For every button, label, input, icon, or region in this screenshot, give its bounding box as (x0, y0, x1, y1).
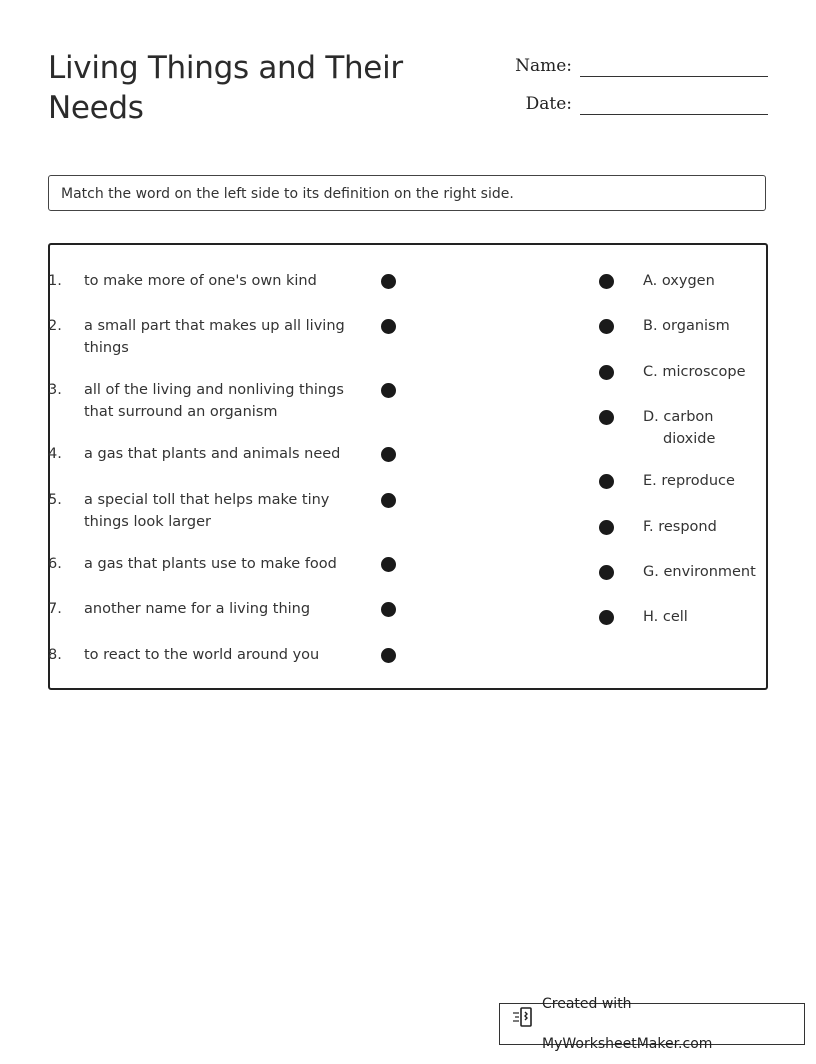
footer-credit[interactable] (499, 996, 805, 1052)
right-item-d: D. carbon dioxide (643, 409, 716, 447)
right-item-c: C. microscope (643, 364, 746, 380)
right-dot-c[interactable] (599, 365, 614, 380)
right-dot-b[interactable] (599, 319, 614, 334)
left-item-number: 4. (48, 446, 62, 462)
left-item-3 (48, 379, 374, 423)
left-item-7 (48, 598, 374, 620)
name-line[interactable] (580, 76, 768, 77)
left-dot-5[interactable] (381, 493, 396, 508)
name-field[interactable] (500, 48, 768, 78)
left-item-text: to react to the world around you (84, 647, 320, 663)
left-item-number: 6. (48, 556, 62, 572)
left-dot-3[interactable] (381, 383, 396, 398)
left-dot-2[interactable] (381, 319, 396, 334)
left-item-2 (48, 315, 374, 359)
left-item-text: a small part that makes up all living things (84, 318, 345, 356)
left-dot-7[interactable] (381, 602, 396, 617)
worksheet-title: Living Things and Their Needs (48, 50, 403, 126)
left-item-text: a gas that plants use to make food (84, 556, 337, 572)
right-dot-g[interactable] (599, 565, 614, 580)
right-item-b: B. organism (643, 318, 730, 334)
right-dot-d[interactable] (599, 410, 614, 425)
name-label: Name: (515, 56, 572, 76)
left-item-6 (48, 553, 374, 575)
right-item-e: E. reproduce (643, 473, 735, 489)
left-item-1 (48, 270, 374, 292)
left-dot-8[interactable] (381, 648, 396, 663)
left-item-text: to make more of one's own kind (84, 273, 317, 289)
instructions-box: Match the word on the left side to its definition on the right side. (48, 175, 766, 211)
left-item-number: 2. (48, 318, 62, 334)
left-dot-6[interactable] (381, 557, 396, 572)
right-dot-f[interactable] (599, 520, 614, 535)
left-item-number: 5. (48, 492, 62, 508)
worksheet-maker-logo-icon (512, 1004, 542, 1044)
right-dot-a[interactable] (599, 274, 614, 289)
footer-text: Created with MyWorksheetMaker.com (542, 996, 713, 1052)
left-item-number: 3. (48, 382, 62, 398)
left-dot-4[interactable] (381, 447, 396, 462)
right-item-h: H. cell (643, 609, 688, 625)
right-dot-e[interactable] (599, 474, 614, 489)
left-item-text: another name for a living thing (84, 601, 311, 617)
left-item-text: a special toll that helps make tiny things look larger (84, 492, 330, 530)
left-item-8 (48, 644, 374, 666)
date-line[interactable] (580, 114, 768, 115)
matching-box (48, 243, 768, 690)
left-item-5 (48, 489, 374, 533)
left-item-4 (48, 443, 374, 465)
right-item-f: F. respond (643, 519, 717, 535)
left-item-number: 8. (48, 647, 62, 663)
left-item-number: 7. (48, 601, 62, 617)
date-field[interactable] (500, 86, 768, 116)
right-item-a: A. oxygen (643, 273, 715, 289)
left-dot-1[interactable] (381, 274, 396, 289)
date-label: Date: (525, 94, 572, 114)
left-item-text: all of the living and nonliving things that surround an organism (84, 382, 344, 420)
left-item-text: a gas that plants and animals need (84, 446, 341, 462)
right-dot-h[interactable] (599, 610, 614, 625)
left-item-number: 1. (48, 273, 62, 289)
right-item-g: G. environment (643, 564, 756, 580)
